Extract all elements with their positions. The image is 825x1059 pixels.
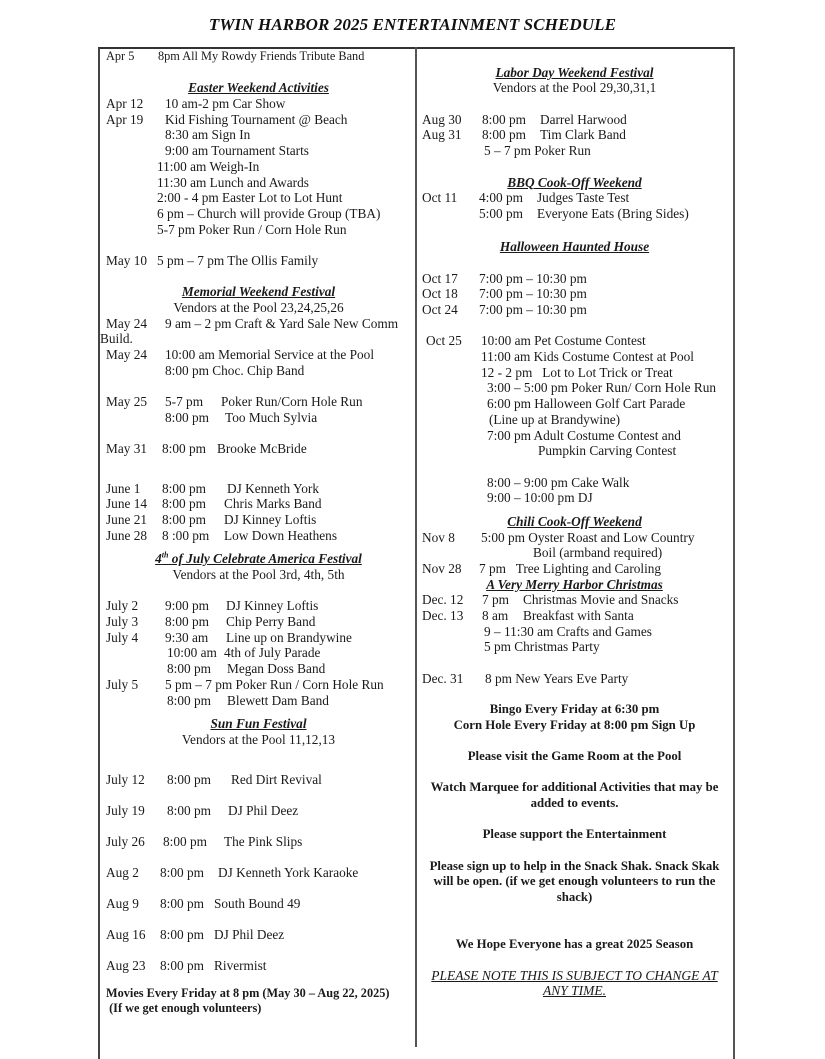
section-header-july4: 4th of July Celebrate America Festival bbox=[155, 550, 362, 567]
event-row bbox=[106, 253, 411, 269]
event-name: DJ Kenneth York bbox=[227, 480, 319, 496]
event-name: Megan Doss Band bbox=[227, 661, 326, 677]
event-text: 6:00 pm Halloween Golf Cart Parade bbox=[487, 396, 686, 412]
event-date: May 25 bbox=[106, 394, 147, 410]
event-text: 8:00 – 9:00 pm Cake Walk bbox=[487, 474, 630, 490]
event-time: 8:00 pm bbox=[167, 692, 211, 708]
event-date: Oct 11 bbox=[422, 190, 458, 206]
event-text: Pumpkin Carving Contest bbox=[538, 443, 677, 459]
event-text: 11:00 am Weigh-In bbox=[157, 158, 260, 174]
event-time: 8:00 pm bbox=[165, 409, 209, 425]
event-date: May 24 bbox=[106, 347, 147, 363]
event-text: 9:00 – 10:00 pm DJ bbox=[487, 490, 593, 506]
event-text: 9 am – 2 pm Craft & Yard Sale New Comm bbox=[165, 315, 399, 331]
event-date: Dec. 13 bbox=[422, 608, 464, 624]
section-header-halloween: Halloween Haunted House bbox=[499, 239, 650, 255]
page-title: TWIN HARBOR 2025 ENTERTAINMENT SCHEDULE bbox=[208, 15, 617, 34]
movies-note: Movies Every Friday at 8 pm (May 30 – Aug 22, 2025) bbox=[106, 985, 390, 1000]
event-text: 8:00 pm Choc. Chip Band bbox=[165, 362, 305, 378]
event-name: DJ Kinney Loftis bbox=[224, 511, 317, 527]
event-date: Oct 24 bbox=[422, 302, 458, 317]
event-text: 8pm All My Rowdy Friends Tribute Band bbox=[158, 49, 365, 63]
event-date: Aug 16 bbox=[106, 926, 146, 942]
event-name: Everyone Eats (Bring Sides) bbox=[537, 205, 689, 221]
event-text: 9:00 am Tournament Starts bbox=[165, 143, 309, 159]
vendors-note: Vendors at the Pool 3rd, 4th, 5th bbox=[172, 567, 345, 582]
event-time: 8:00 pm bbox=[160, 895, 204, 911]
event-time: 8:00 pm bbox=[167, 802, 211, 818]
event-date: July 2 bbox=[106, 598, 139, 614]
event-time: 8 :00 pm bbox=[162, 527, 210, 543]
event-name: Darrel Harwood bbox=[540, 111, 627, 127]
event-name: Christmas Movie and Snacks bbox=[523, 592, 679, 608]
event-text: 12 - 2 pm Lot to Lot Trick or Treat bbox=[481, 364, 673, 380]
left-column bbox=[100, 49, 411, 1017]
vendors-note: Vendors at the Pool 23,24,25,26 bbox=[173, 300, 344, 315]
event-date: May 24 bbox=[106, 315, 147, 331]
event-name: The Pink Slips bbox=[224, 833, 303, 849]
event-time: 8:00 pm bbox=[482, 127, 526, 143]
event-time: 8:00 pm bbox=[167, 661, 211, 677]
event-date: Dec. 31 bbox=[422, 670, 464, 686]
event-date: Aug 23 bbox=[106, 957, 146, 973]
event-text: Boil (armband required) bbox=[533, 545, 663, 561]
event-date: Apr 5 bbox=[106, 49, 135, 63]
event-text: 10 am-2 pm Car Show bbox=[165, 96, 286, 112]
event-time: 8:00 pm bbox=[163, 833, 207, 849]
event-date: July 12 bbox=[106, 771, 145, 787]
column-divider bbox=[415, 47, 417, 1047]
event-date: June 14 bbox=[106, 496, 147, 512]
section-header-sunfun: Sun Fun Festival bbox=[210, 716, 307, 732]
event-date: Oct 17 bbox=[422, 270, 458, 286]
event-text: 11:00 am Kids Costume Contest at Pool bbox=[481, 349, 694, 365]
event-time: 9:00 pm bbox=[165, 598, 209, 614]
snack-shak-note: Please sign up to help in the Snack Shak. Snack Skak will be open. (if we get enough volunteers to run the shack) bbox=[429, 858, 720, 904]
event-time: 7 pm bbox=[482, 592, 509, 608]
event-text: 11:30 am Lunch and Awards bbox=[157, 174, 309, 190]
gameroom-note: Please visit the Game Room at the Pool bbox=[467, 749, 682, 764]
event-date: Nov 28 bbox=[422, 561, 462, 576]
event-time: 8:00 pm bbox=[165, 614, 209, 630]
event-name: Breakfast with Santa bbox=[523, 608, 634, 624]
section-header-bbq: BBQ Cook-Off Weekend bbox=[507, 174, 642, 190]
event-text: 7:00 pm Adult Costume Contest and bbox=[487, 427, 681, 443]
event-name: Low Down Heathens bbox=[224, 527, 337, 543]
event-text: 2:00 - 4 pm Easter Lot to Lot Hunt bbox=[157, 190, 343, 206]
event-text-wrap: Build. bbox=[100, 331, 133, 347]
event-text: 10:00 am Pet Costume Contest bbox=[481, 333, 646, 349]
event-name: Judges Taste Test bbox=[537, 190, 630, 206]
event-time: 4:00 pm bbox=[479, 190, 523, 206]
event-time: 8:00 pm bbox=[160, 957, 204, 973]
event-text: 7:00 pm – 10:30 pm bbox=[479, 270, 587, 286]
event-name: Tim Clark Band bbox=[540, 127, 626, 143]
event-time: 10:00 am bbox=[167, 645, 217, 661]
event-time: 5:00 pm bbox=[479, 205, 523, 221]
marquee-note: Watch Marquee for additional Activities that may be added to events. bbox=[430, 780, 719, 810]
event-time: 8:00 pm bbox=[162, 480, 206, 496]
section-header-labor-day: Labor Day Weekend Festival bbox=[495, 64, 654, 80]
event-name: Poker Run/Corn Hole Run bbox=[221, 394, 363, 410]
event-row bbox=[106, 49, 411, 65]
event-text: 8 pm New Years Eve Party bbox=[485, 670, 629, 686]
event-date: July 26 bbox=[106, 833, 145, 849]
event-date: Oct 25 bbox=[426, 333, 462, 349]
movies-note-sub: (If we get enough volunteers) bbox=[106, 1001, 262, 1016]
season-note: We Hope Everyone has a great 2025 Season bbox=[455, 936, 694, 951]
event-time: 9:30 am bbox=[165, 629, 209, 645]
event-text: 5:00 pm Oyster Roast and Low Country bbox=[481, 529, 695, 545]
section-header-chili: Chili Cook-Off Weekend bbox=[507, 513, 642, 529]
event-name: DJ Kinney Loftis bbox=[226, 598, 319, 614]
event-time: 8:00 pm bbox=[162, 496, 206, 512]
event-text: 7:00 pm – 10:30 pm bbox=[479, 286, 587, 302]
event-date: June 28 bbox=[106, 527, 147, 543]
event-date: Nov 8 bbox=[422, 529, 455, 545]
event-name: Blewett Dam Band bbox=[227, 692, 329, 708]
event-name: Rivermist bbox=[214, 957, 267, 973]
event-text: (Line up at Brandywine) bbox=[489, 411, 621, 427]
bingo-note: Bingo Every Friday at 6:30 pm bbox=[489, 702, 660, 717]
event-date: Oct 18 bbox=[422, 286, 458, 302]
event-text: 7:00 pm – 10:30 pm bbox=[479, 302, 587, 317]
subject-to-change-note: PLEASE NOTE THIS IS SUBJECT TO CHANGE AT ANY TIME. bbox=[431, 967, 718, 999]
section-header-memorial: Memorial Weekend Festival bbox=[181, 284, 336, 300]
event-date: June 21 bbox=[106, 511, 147, 527]
vendors-note: Vendors at the Pool 11,12,13 bbox=[181, 731, 336, 747]
event-text: 9 – 11:30 am Crafts and Games bbox=[484, 623, 652, 639]
event-date: June 1 bbox=[106, 480, 141, 496]
event-name: DJ Phil Deez bbox=[228, 802, 299, 818]
event-text: 5-7 pm Poker Run / Corn Hole Run bbox=[157, 221, 347, 237]
event-time: 8 am bbox=[482, 608, 509, 624]
event-text: 10:00 am Memorial Service at the Pool bbox=[165, 347, 375, 363]
event-text: 8:30 am Sign In bbox=[165, 127, 251, 143]
event-name: Too Much Sylvia bbox=[225, 409, 318, 425]
event-name: 4th of July Parade bbox=[224, 645, 321, 661]
event-date: July 5 bbox=[106, 676, 139, 692]
event-date: July 3 bbox=[106, 614, 139, 630]
event-text: 5 pm Christmas Party bbox=[484, 639, 600, 655]
event-text: 3:00 – 5:00 pm Poker Run/ Corn Hole Run bbox=[487, 380, 717, 396]
event-date: May 10 bbox=[106, 252, 147, 268]
support-note: Please support the Entertainment bbox=[482, 827, 667, 842]
event-time: 8:00 pm bbox=[162, 441, 206, 457]
event-date: Aug 2 bbox=[106, 864, 139, 880]
event-name: DJ Phil Deez bbox=[214, 926, 285, 942]
cornhole-note: Corn Hole Every Friday at 8:00 pm Sign Up bbox=[453, 717, 696, 732]
event-text: Kid Fishing Tournament @ Beach bbox=[165, 111, 348, 127]
event-text: 7 pm Tree Lighting and Caroling bbox=[479, 561, 662, 576]
event-date: Dec. 12 bbox=[422, 592, 464, 608]
event-date: May 31 bbox=[106, 441, 147, 457]
event-time: 8:00 pm bbox=[160, 864, 204, 880]
event-time: 5-7 pm bbox=[165, 394, 204, 410]
event-text: 5 pm – 7 pm The Ollis Family bbox=[157, 252, 319, 268]
vendors-note: Vendors at the Pool 29,30,31,1 bbox=[492, 80, 657, 96]
event-name: Line up on Brandywine bbox=[226, 629, 352, 645]
event-date: Aug 30 bbox=[422, 111, 462, 127]
event-date: Apr 19 bbox=[106, 111, 144, 127]
event-name: Brooke McBride bbox=[217, 441, 307, 457]
event-text: 5 – 7 pm Poker Run bbox=[484, 143, 591, 159]
event-name: Red Dirt Revival bbox=[231, 771, 322, 787]
event-time: 8:00 pm bbox=[162, 511, 206, 527]
event-time: 8:00 pm bbox=[482, 111, 526, 127]
right-column bbox=[422, 49, 727, 999]
section-header-christmas: A Very Merry Harbor Christmas bbox=[486, 576, 663, 592]
event-time: 8:00 pm bbox=[167, 771, 211, 787]
event-date: July 19 bbox=[106, 802, 145, 818]
event-name: Chris Marks Band bbox=[224, 496, 322, 512]
event-name: Chip Perry Band bbox=[226, 614, 316, 630]
event-date: Aug 9 bbox=[106, 895, 139, 911]
event-text: 5 pm – 7 pm Poker Run / Corn Hole Run bbox=[165, 676, 384, 692]
section-header-easter: Easter Weekend Activities bbox=[188, 80, 329, 96]
event-name: DJ Kenneth York Karaoke bbox=[218, 864, 359, 880]
event-time: 8:00 pm bbox=[160, 926, 204, 942]
event-date: Aug 31 bbox=[422, 127, 462, 143]
event-date: July 4 bbox=[106, 629, 139, 645]
event-name: South Bound 49 bbox=[214, 895, 301, 911]
event-text: 6 pm – Church will provide Group (TBA) bbox=[157, 205, 381, 221]
event-date: Apr 12 bbox=[106, 96, 144, 112]
